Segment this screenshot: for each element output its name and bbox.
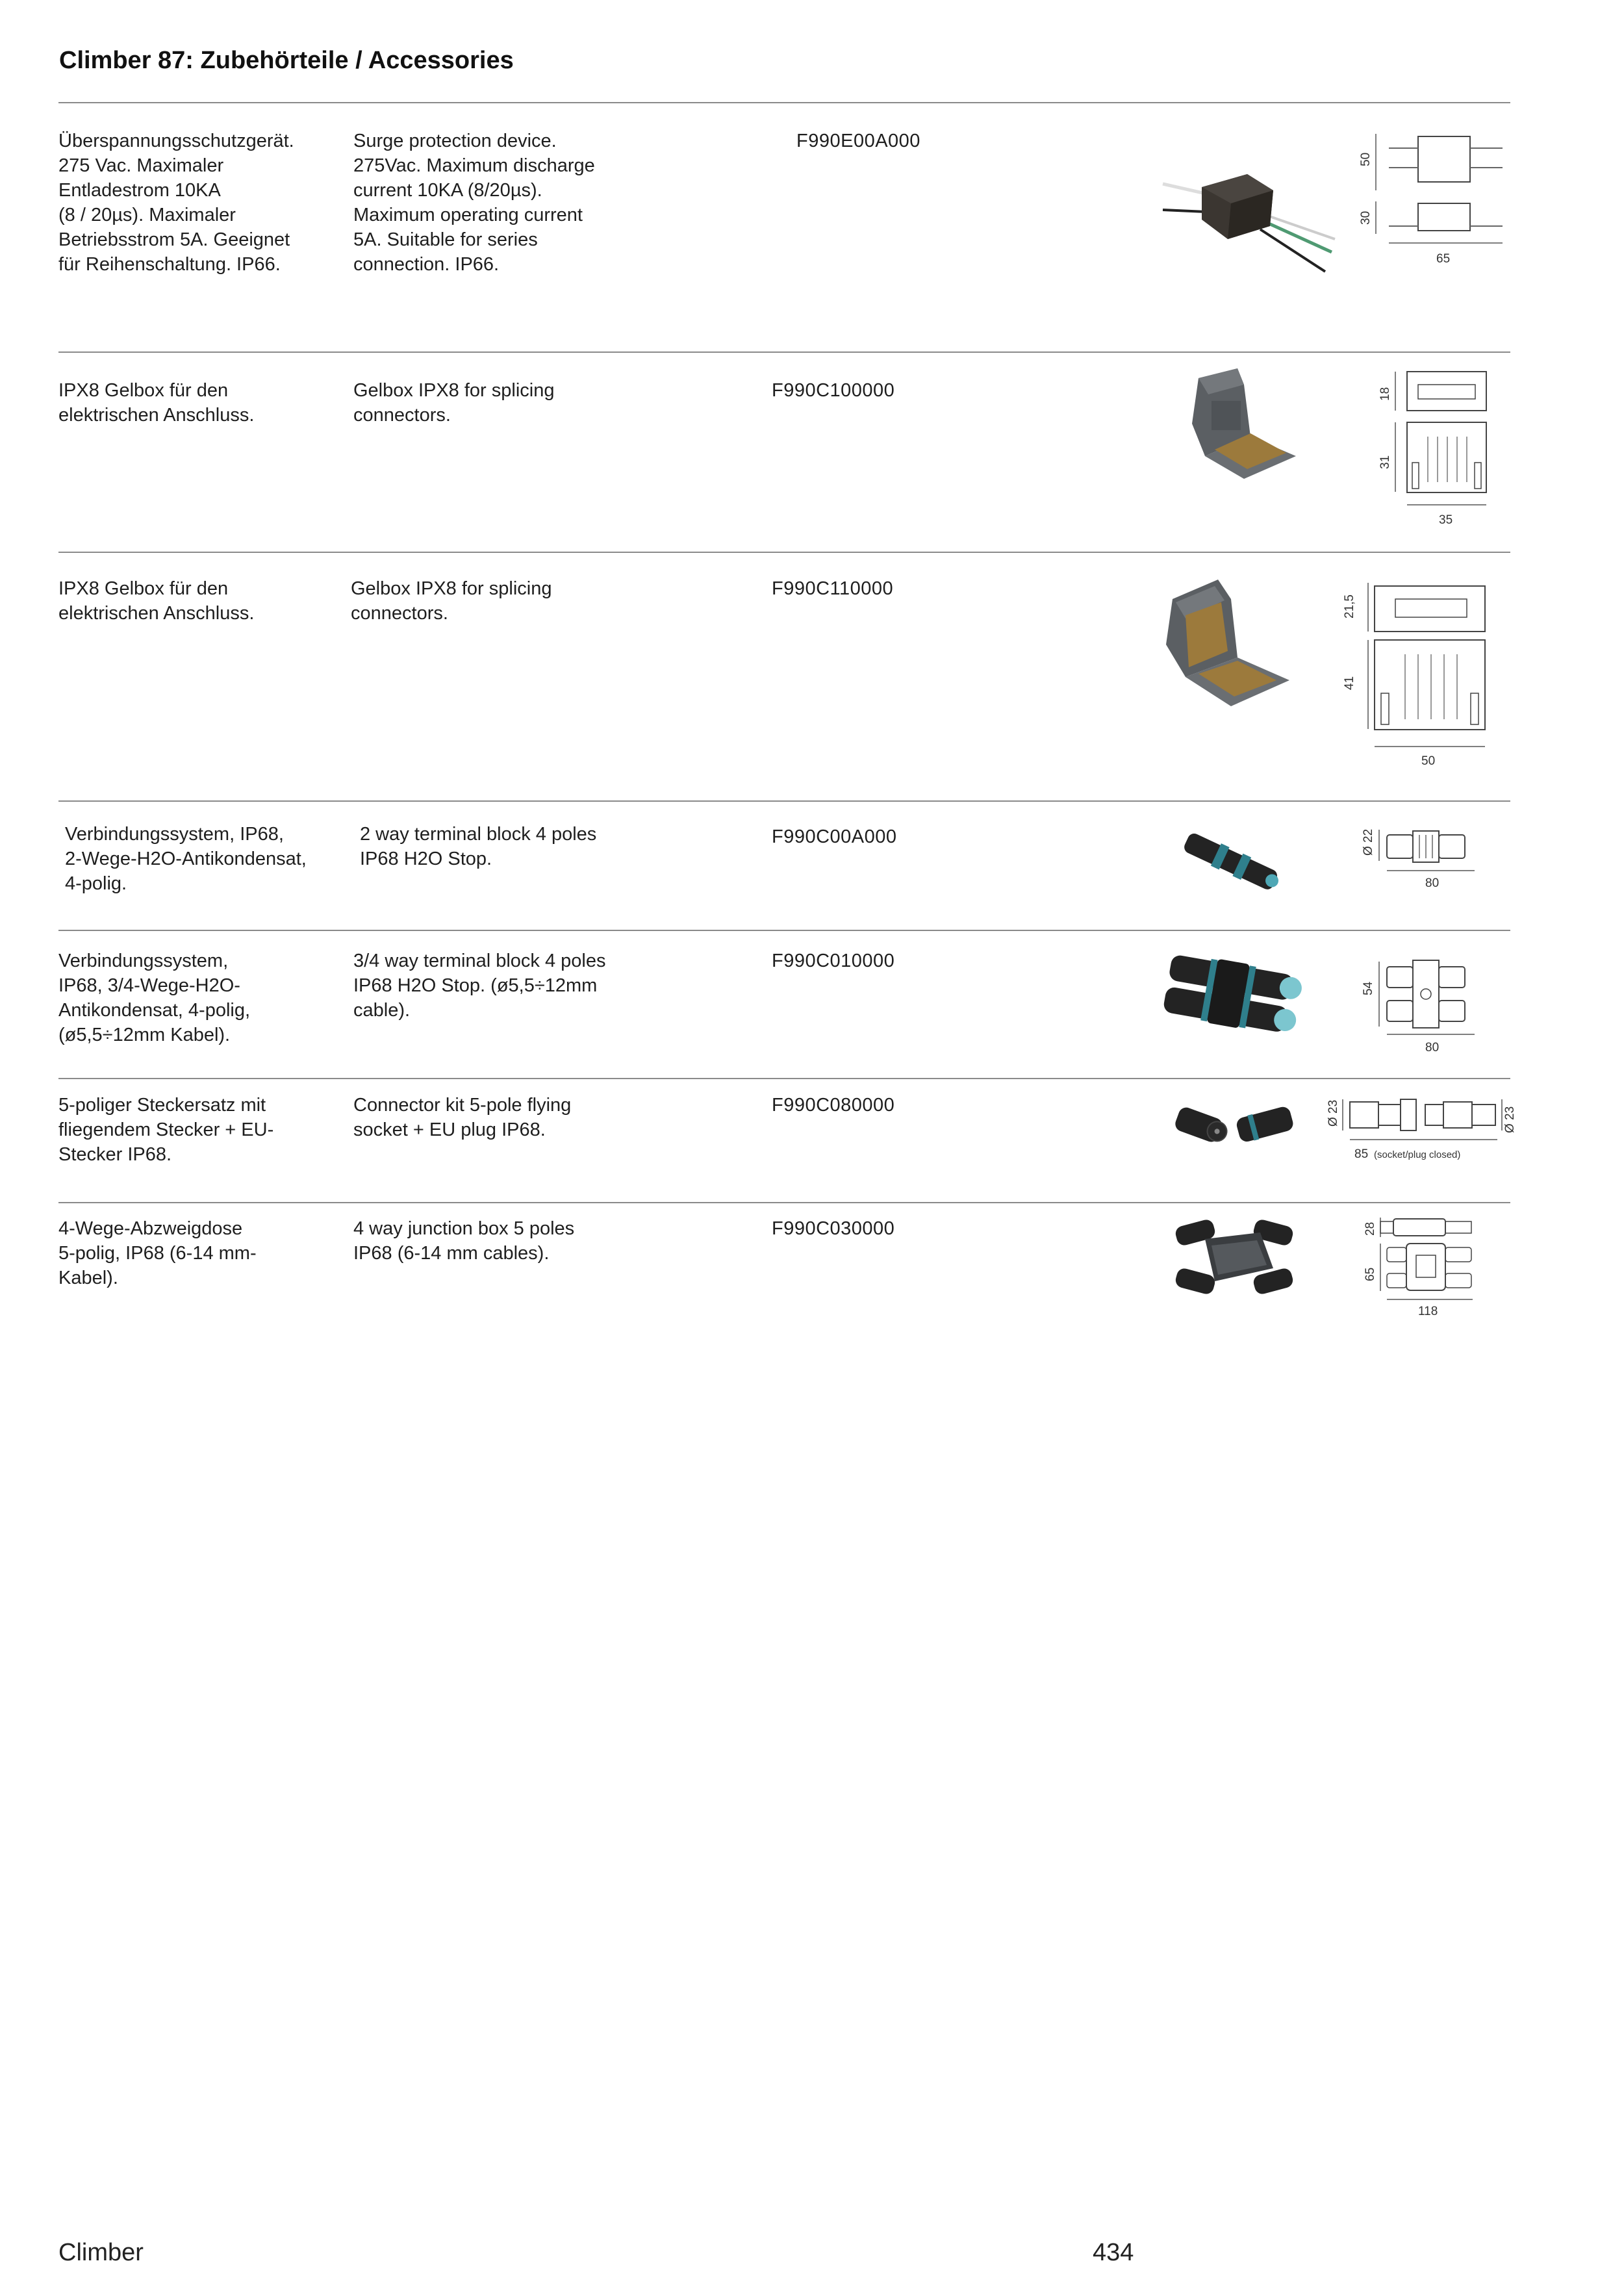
description-de: Verbindungssystem, IP68, 2-Wege-H2O-Antikondensat, 4-polig. — [65, 824, 307, 894]
dimension-label: 21,5 — [1343, 594, 1356, 619]
surge-protector-drawing — [1343, 129, 1525, 278]
dimension-label: 80 — [1425, 1041, 1440, 1054]
product-code: F990C110000 — [772, 578, 894, 599]
product-code: F990C00A000 — [772, 826, 897, 847]
divider — [58, 552, 1510, 553]
dimension-label: 85 — [1354, 1147, 1369, 1161]
terminal-block-3-4-drawing — [1358, 949, 1488, 1056]
divider — [58, 1202, 1510, 1203]
gelbox-drawing — [1363, 365, 1512, 534]
junction-box-drawing — [1354, 1210, 1484, 1320]
terminal-block-photo — [1179, 822, 1283, 900]
dimension-label: 18 — [1378, 387, 1392, 401]
dimension-label: 31 — [1378, 455, 1392, 469]
dimension-label: 80 — [1425, 876, 1440, 890]
dimension-label: 41 — [1343, 676, 1356, 690]
dimension-label: 30 — [1359, 211, 1373, 225]
dimension-label: 65 — [1364, 1267, 1377, 1281]
description-en: Surge protection device. 275Vac. Maximum discharge current 10KA (8/20µs). Maximum operating current 5A. Suitable for series connection. IP66. — [353, 131, 595, 275]
dimension-label: 54 — [1362, 981, 1375, 995]
gelbox-drawing — [1337, 570, 1506, 771]
product-code: F990C100000 — [772, 380, 895, 401]
terminal-block-drawing — [1358, 822, 1488, 893]
dimension-label: 35 — [1439, 513, 1453, 527]
divider — [58, 1078, 1510, 1079]
divider — [58, 930, 1510, 931]
dimension-label: Ø 23 — [1503, 1106, 1517, 1133]
junction-box-photo — [1169, 1213, 1299, 1304]
gelbox-photo — [1179, 365, 1309, 495]
page-number: 434 — [1093, 2239, 1134, 2266]
terminal-block-3-4-photo — [1160, 949, 1306, 1046]
description-de: 5-poliger Steckersatz mit fliegendem Stecker + EU- Stecker IP68. — [58, 1095, 274, 1165]
description-de: Verbindungssystem, IP68, 3/4-Wege-H2O- Antikondensat, 4-polig, (ø5,5÷12mm Kabel). — [58, 951, 251, 1045]
description-en: Gelbox IPX8 for splicing connectors. — [351, 578, 552, 624]
dimension-label: Ø 22 — [1362, 828, 1375, 856]
gelbox-photo — [1160, 573, 1302, 722]
description-de: 4-Wege-Abzweigdose 5-polig, IP68 (6-14 mm- Kabel). — [58, 1218, 257, 1288]
divider — [58, 102, 1510, 103]
product-code: F990C080000 — [772, 1095, 895, 1116]
description-de: IPX8 Gelbox für den elektrischen Anschluss. — [58, 380, 255, 426]
connector-kit-photo — [1173, 1096, 1296, 1155]
dimension-label: 50 — [1421, 754, 1436, 768]
dimension-label: 118 — [1418, 1305, 1438, 1318]
dimension-note: (socket/plug closed) — [1374, 1149, 1461, 1160]
surge-protector-photo — [1156, 148, 1338, 285]
description-en: 2 way terminal block 4 poles IP68 H2O Stop. — [360, 824, 597, 869]
description-de: Überspannungsschutzgerät. 275 Vac. Maximaler Entladestrom 10KA (8 / 20µs). Maximaler Betriebsstrom 5A. Geeignet für Reihenschaltung. IP66. — [58, 131, 294, 275]
footer-brand: Climber — [58, 2239, 144, 2266]
dimension-label: Ø 23 — [1326, 1099, 1340, 1127]
product-code: F990C010000 — [772, 951, 895, 971]
divider — [58, 800, 1510, 802]
description-en: 3/4 way terminal block 4 poles IP68 H2O Stop. (ø5,5÷12mm cable). — [353, 951, 606, 1021]
page-title: Climber 87: Zubehörteile / Accessories — [59, 47, 514, 74]
connector-kit-drawing — [1319, 1080, 1520, 1164]
product-code: F990E00A000 — [796, 131, 920, 151]
description-en: Connector kit 5-pole flying socket + EU plug IP68. — [353, 1095, 572, 1140]
description-en: 4 way junction box 5 poles IP68 (6-14 mm cables). — [353, 1218, 575, 1264]
divider — [58, 351, 1510, 353]
dimension-label: 65 — [1436, 252, 1451, 266]
dimension-label: 28 — [1364, 1221, 1377, 1236]
description-en: Gelbox IPX8 for splicing connectors. — [353, 380, 555, 426]
description-de: IPX8 Gelbox für den elektrischen Anschluss. — [58, 578, 255, 624]
product-code: F990C030000 — [772, 1218, 895, 1239]
dimension-label: 50 — [1359, 152, 1373, 166]
